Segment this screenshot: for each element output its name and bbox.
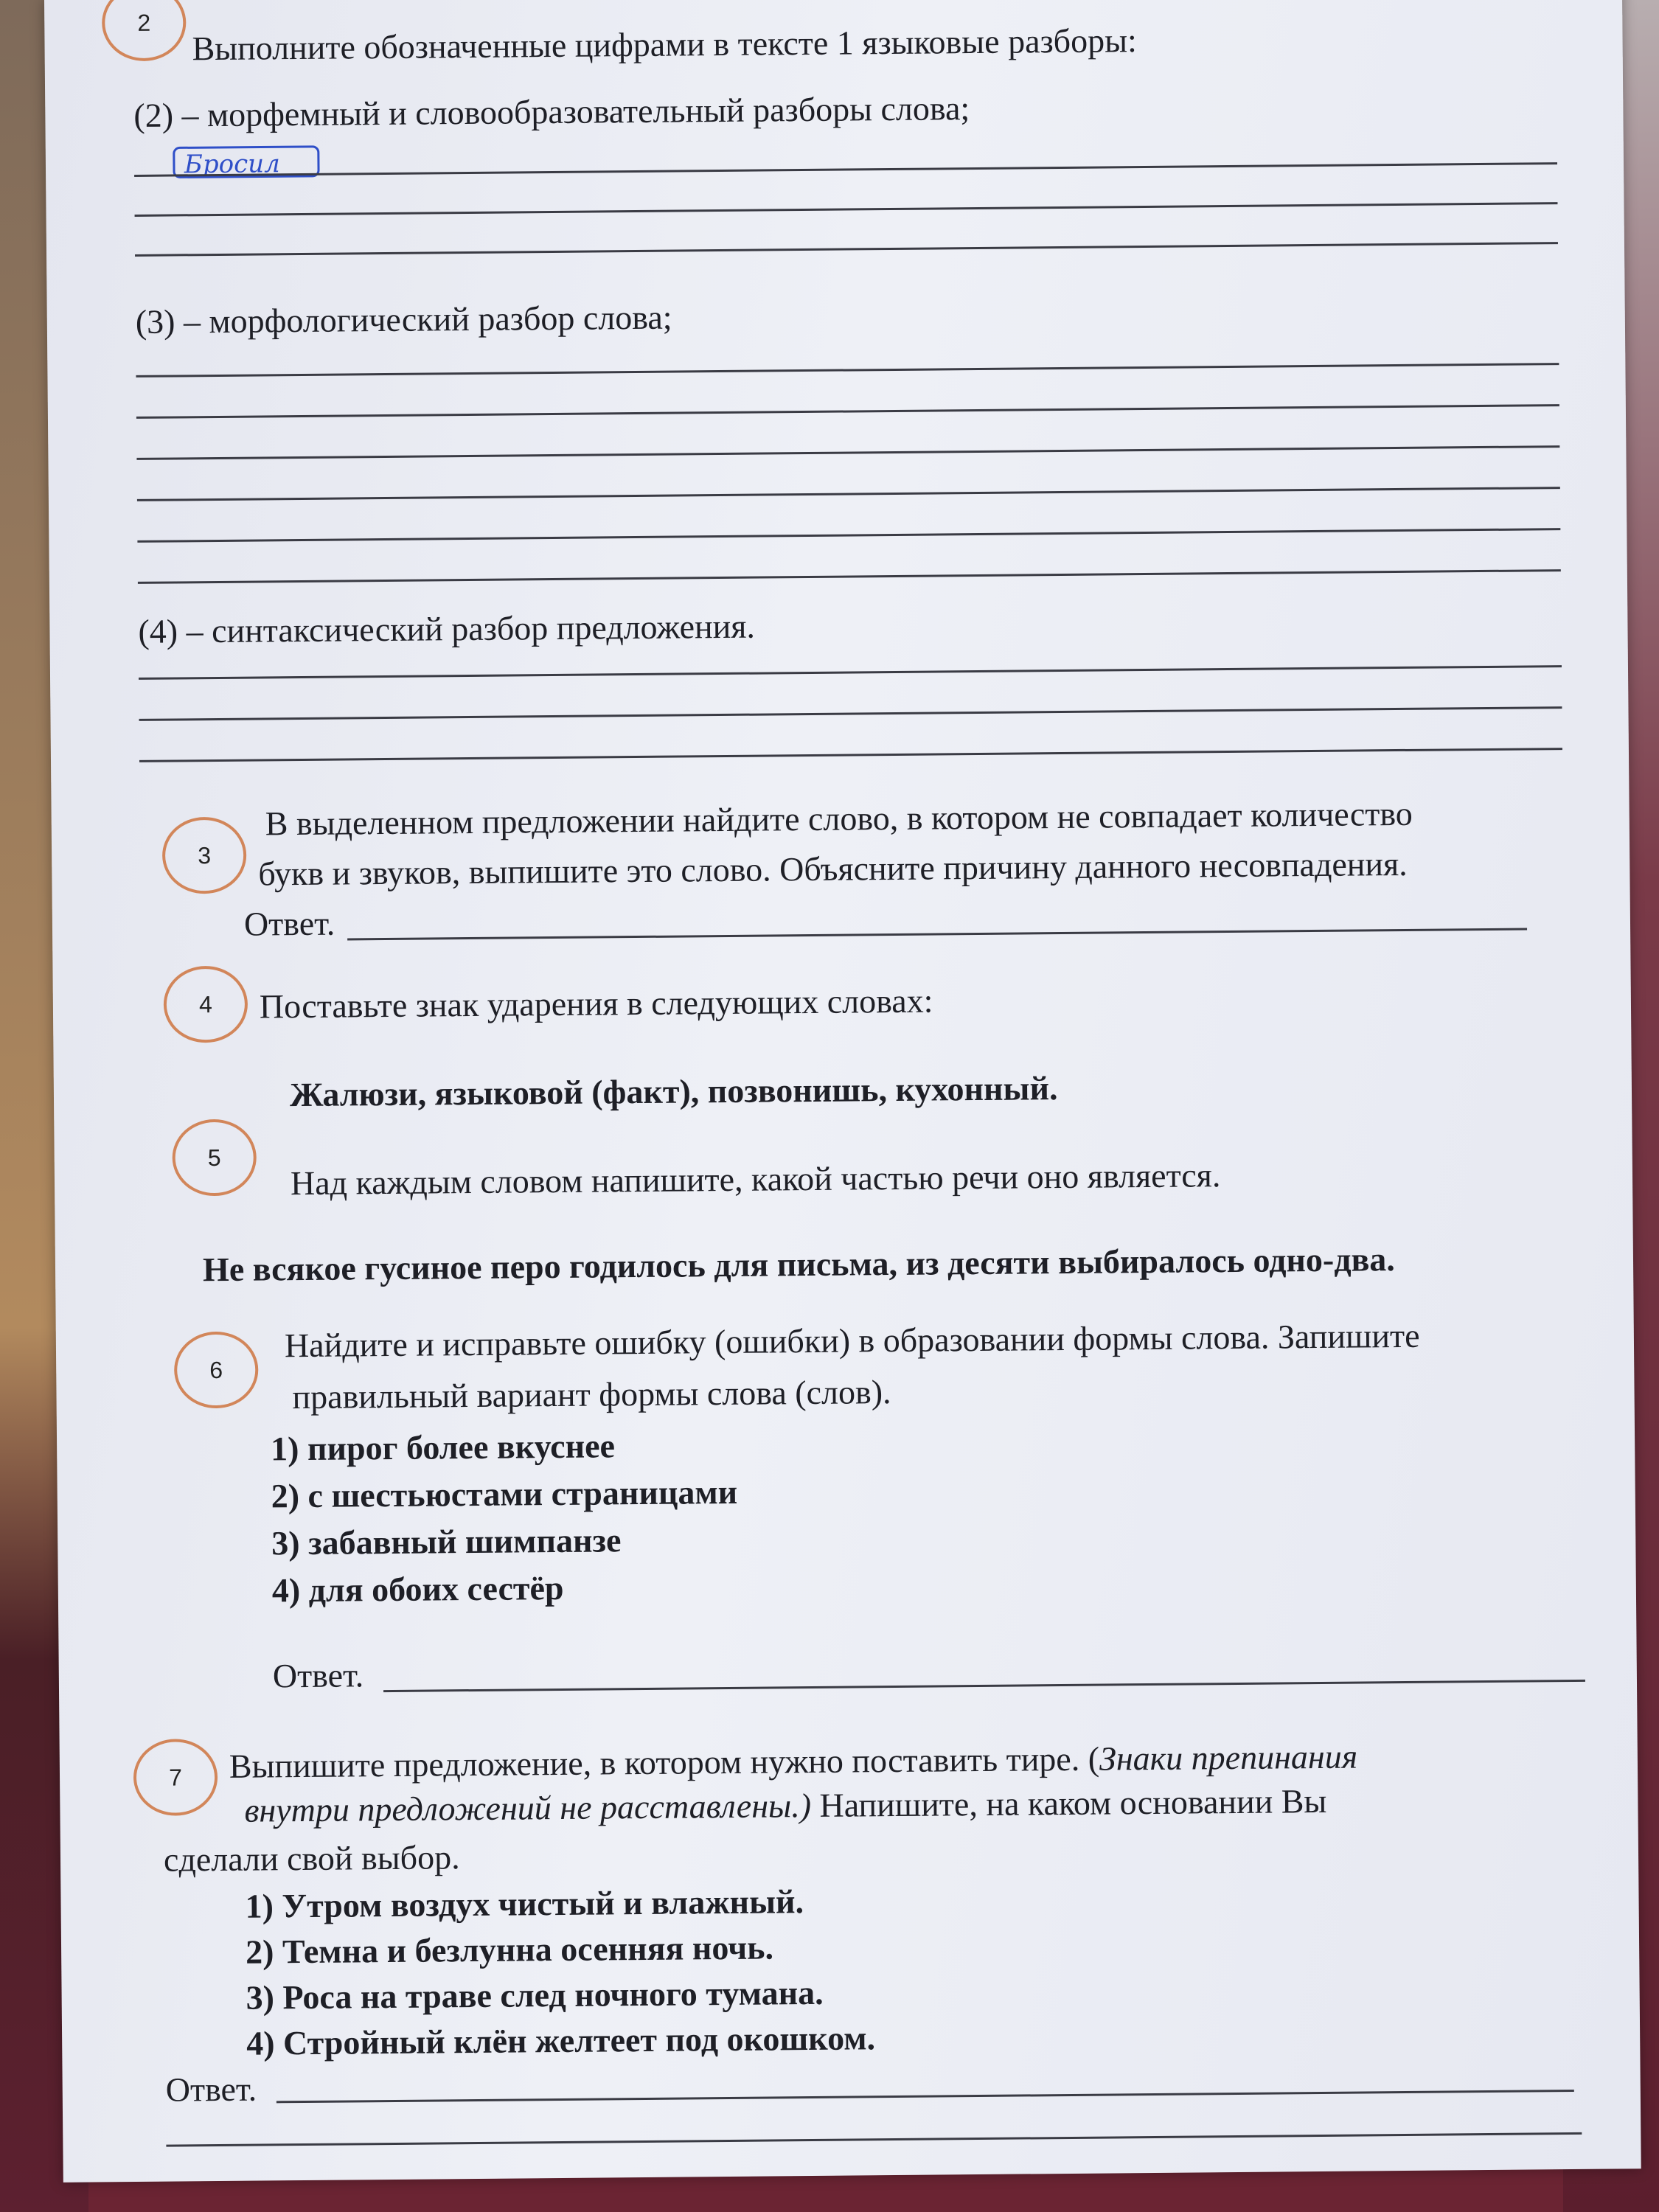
answer-line — [135, 202, 1558, 217]
task6-line2: правильный вариант формы слова (слов). — [292, 1373, 891, 1416]
task7-line3: сделали свой выбор. — [163, 1838, 460, 1879]
task3-line1: В выделенном предложении найдите слово, в котором не совпадает количество — [265, 794, 1413, 843]
task2-sub2: (2) – морфемный и словообразовательный разборы слова; — [133, 89, 970, 134]
answer-line — [137, 528, 1560, 543]
task7-line1: Выпишите предложение, в котором нужно поставить тире. (Знаки препинания — [229, 1737, 1358, 1785]
task7-item: 1) Утром воздух чистый и влажный. — [245, 1882, 804, 1925]
task3-answer-label: Ответ. — [243, 904, 335, 943]
task6-item: 2) с шестьюстами страницами — [271, 1472, 738, 1515]
task-number-circle: 6 — [174, 1332, 259, 1409]
answer-line — [347, 928, 1527, 940]
answer-line — [138, 569, 1561, 584]
worksheet-page — [44, 0, 1641, 2183]
answer-line — [134, 162, 1557, 177]
task7-answer-label: Ответ. — [165, 2070, 257, 2109]
answer-line — [139, 665, 1562, 680]
answer-line — [135, 242, 1558, 257]
task7-item: 2) Темна и безлунна осенняя ночь. — [245, 1928, 774, 1971]
answer-line — [276, 2090, 1574, 2103]
task2-heading: Выполните обозначенные цифрами в тексте 1 языковые разборы: — [192, 21, 1137, 68]
task-number-circle: 3 — [162, 817, 247, 894]
task-number-circle: 7 — [133, 1739, 218, 1816]
task2-sub4: (4) – синтаксический разбор предложения. — [138, 607, 756, 650]
task-number-circle: 4 — [163, 966, 248, 1043]
task6-answer-label: Ответ. — [272, 1656, 364, 1695]
task6-item: 1) пирог более вкуснее — [270, 1427, 616, 1468]
task7-line2: внутри предложений не расставлены.) Напишите, на каком основании Вы — [244, 1781, 1327, 1829]
task7-item: 3) Роса на траве след ночного тумана. — [246, 1973, 824, 2017]
task5-prompt: Над каждым словом напишите, какой частью речи оно является. — [290, 1156, 1221, 1203]
answer-line — [139, 706, 1562, 721]
task4-prompt: Поставьте знак ударения в следующих словах: — [259, 981, 933, 1026]
answer-line — [136, 445, 1559, 460]
answer-line — [383, 1680, 1585, 1692]
task-number-circle: 2 — [102, 0, 187, 61]
answer-line — [137, 487, 1560, 501]
task7-item: 4) Стройный клён желтеет под окошком. — [246, 2019, 876, 2062]
task6-item: 3) забавный шимпанзе — [271, 1521, 622, 1562]
answer-line — [166, 2132, 1582, 2147]
task4-words: Жалюзи, языковой (факт), позвонишь, кухонный. — [289, 1069, 1058, 1114]
svg-text:Бросил: Бросил — [184, 149, 280, 180]
task2-sub3: (3) – морфологический разбор слова; — [135, 298, 672, 341]
task3-line2: букв и звуков, выпишите это слово. Объясните причину данного несовпадения. — [258, 844, 1408, 893]
task-number-circle: 5 — [172, 1119, 257, 1197]
answer-line — [136, 404, 1559, 419]
answer-line — [136, 363, 1559, 378]
answer-line — [139, 748, 1562, 762]
task6-line1: Найдите и исправьте ошибку (ошибки) в образовании формы слова. Запишите — [284, 1316, 1420, 1365]
task6-item: 4) для обоих сестёр — [271, 1568, 564, 1610]
task5-sentence: Не всякое гусиное перо годилось для письма, из десяти выбиралось одно-два. — [202, 1240, 1396, 1289]
